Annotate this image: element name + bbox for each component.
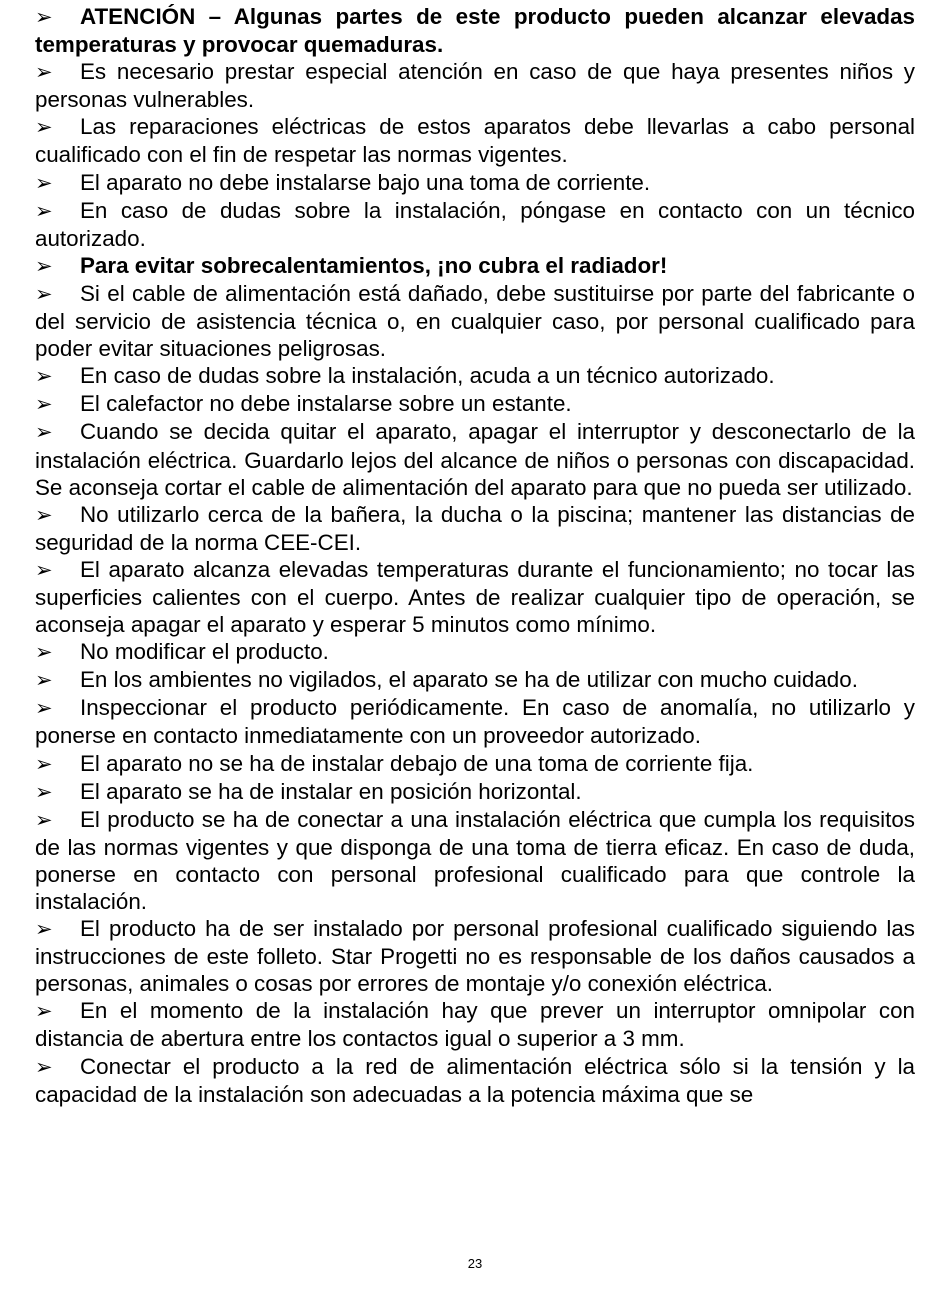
- arrow-bullet-icon: ➢: [35, 696, 53, 721]
- safety-item: [35, 638, 915, 666]
- arrow-bullet-icon: ➢: [35, 115, 53, 140]
- safety-item-text: El calefactor no debe instalarse sobre un estante.: [80, 391, 572, 417]
- arrow-bullet-icon: ➢: [35, 502, 53, 527]
- arrow-bullet-icon: ➢: [35, 917, 53, 942]
- arrow-bullet-icon: ➢: [35, 779, 53, 804]
- arrow-bullet-icon: ➢: [35, 807, 53, 832]
- safety-item: [35, 280, 915, 362]
- arrow-bullet-icon: ➢: [35, 170, 53, 195]
- safety-item-text: El aparato se ha de instalar en posición horizontal.: [80, 778, 582, 804]
- safety-item: [35, 169, 915, 197]
- arrow-bullet-icon: ➢: [35, 60, 53, 85]
- arrow-bullet-icon: ➢: [35, 198, 53, 223]
- safety-item-text: El producto se ha de conectar a una instalación eléctrica que cumpla los requisitos de las normas vigentes y que disponga de una toma de tierra eficaz. En caso de duda, ponerse en contacto con personal profesional cualificado para que controle la instalación.: [35, 806, 915, 914]
- safety-item-text: El aparato no se ha de instalar debajo de una toma de corriente fija.: [80, 750, 754, 776]
- safety-item: [35, 694, 915, 749]
- safety-item: [35, 418, 915, 500]
- safety-item: [35, 58, 915, 113]
- arrow-bullet-icon: ➢: [35, 999, 53, 1024]
- arrow-bullet-icon: ➢: [35, 640, 53, 665]
- safety-item: [35, 197, 915, 252]
- safety-item-text: Las reparaciones eléctricas de estos aparatos debe llevarlas a cabo personal cualificado con el fin de respetar las normas vigentes.: [35, 114, 915, 168]
- safety-item: [35, 806, 915, 915]
- arrow-bullet-icon: ➢: [35, 557, 53, 582]
- safety-item-text: En los ambientes no vigilados, el aparato se ha de utilizar con mucho cuidado.: [80, 667, 858, 693]
- safety-item: [35, 3, 915, 58]
- safety-item-text: Para evitar sobrecalentamientos, ¡no cubra el radiador!: [80, 252, 668, 278]
- safety-item: [35, 1053, 915, 1108]
- safety-item-text: En caso de dudas sobre la instalación, acuda a un técnico autorizado.: [80, 363, 775, 389]
- safety-item: [35, 362, 915, 390]
- arrow-bullet-icon: ➢: [35, 5, 53, 29]
- safety-item-text: ATENCIÓN – Algunas partes de este producto pueden alcanzar elevadas temperaturas y provocar quemaduras.: [35, 4, 915, 58]
- safety-item: [35, 390, 915, 418]
- safety-item: [35, 750, 915, 778]
- safety-item-text: Conectar el producto a la red de alimentación eléctrica sólo si la tensión y la capacidad de la instalación son adecuadas a la potencia máxima que se: [35, 1053, 915, 1107]
- safety-item: [35, 252, 915, 280]
- arrow-bullet-icon: ➢: [35, 392, 53, 417]
- safety-item-text: El aparato alcanza elevadas temperaturas durante el funcionamiento; no tocar las superficies calientes con el cuerpo. Antes de realizar cualquier tipo de operación, se aconseja apagar el aparato y esperar 5 minutos como mínimo.: [35, 556, 915, 638]
- safety-item: [35, 501, 915, 556]
- safety-item-text: El producto ha de ser instalado por personal profesional cualificado siguiendo las instrucciones de este folleto. Star Progetti no es responsable de los daños causados a personas, animales o cosas por errores de montaje y/o conexión eléctrica.: [35, 916, 915, 997]
- safety-item-text: No utilizarlo cerca de la bañera, la ducha o la piscina; mantener las distancias de seguridad de la norma CEE-CEI.: [35, 501, 915, 555]
- arrow-bullet-icon: ➢: [35, 1054, 53, 1079]
- arrow-bullet-icon: ➢: [35, 751, 53, 776]
- safety-item-text: No modificar el producto.: [80, 639, 329, 665]
- arrow-bullet-icon: ➢: [35, 253, 53, 278]
- safety-item: [35, 778, 915, 806]
- safety-item-text: En caso de dudas sobre la instalación, póngase en contacto con un técnico autorizado.: [35, 197, 915, 251]
- safety-item-text: El aparato no debe instalarse bajo una toma de corriente.: [80, 169, 651, 195]
- safety-item-text: Si el cable de alimentación está dañado, debe sustituirse por parte del fabricante o del servicio de asistencia técnica o, en cualquier caso, por personal cualificado para poder evitar situaciones peligrosas.: [35, 280, 915, 362]
- safety-item-text: Inspeccionar el producto periódicamente. En caso de anomalía, no utilizarlo y ponerse en contacto inmediatamente con un proveedor autorizado.: [35, 695, 915, 749]
- safety-item-text: En el momento de la instalación hay que prever un interruptor omnipolar con distancia de abertura entre los contactos igual o superior a 3 mm.: [35, 998, 915, 1052]
- safety-item: [35, 666, 915, 694]
- safety-item-text: Es necesario prestar especial atención en caso de que haya presentes niños y personas vulnerables.: [35, 59, 915, 113]
- arrow-bullet-icon: ➢: [35, 668, 53, 693]
- safety-item: [35, 113, 915, 168]
- arrow-bullet-icon: ➢: [35, 420, 53, 445]
- safety-item: [35, 915, 915, 997]
- safety-item: [35, 556, 915, 638]
- safety-item: [35, 997, 915, 1052]
- arrow-bullet-icon: ➢: [35, 281, 53, 306]
- page-number: 23: [467, 1256, 483, 1271]
- arrow-bullet-icon: ➢: [35, 364, 53, 389]
- safety-instructions-list: [35, 3, 915, 1108]
- safety-item-text: Cuando se decida quitar el aparato, apagar el interruptor y desconectarlo de la instalación eléctrica. Guardarlo lejos del alcance de niños o personas con discapacidad. Se aconseja cortar el cable de alimentación del aparato para que no pueda ser utilizado.: [35, 419, 915, 500]
